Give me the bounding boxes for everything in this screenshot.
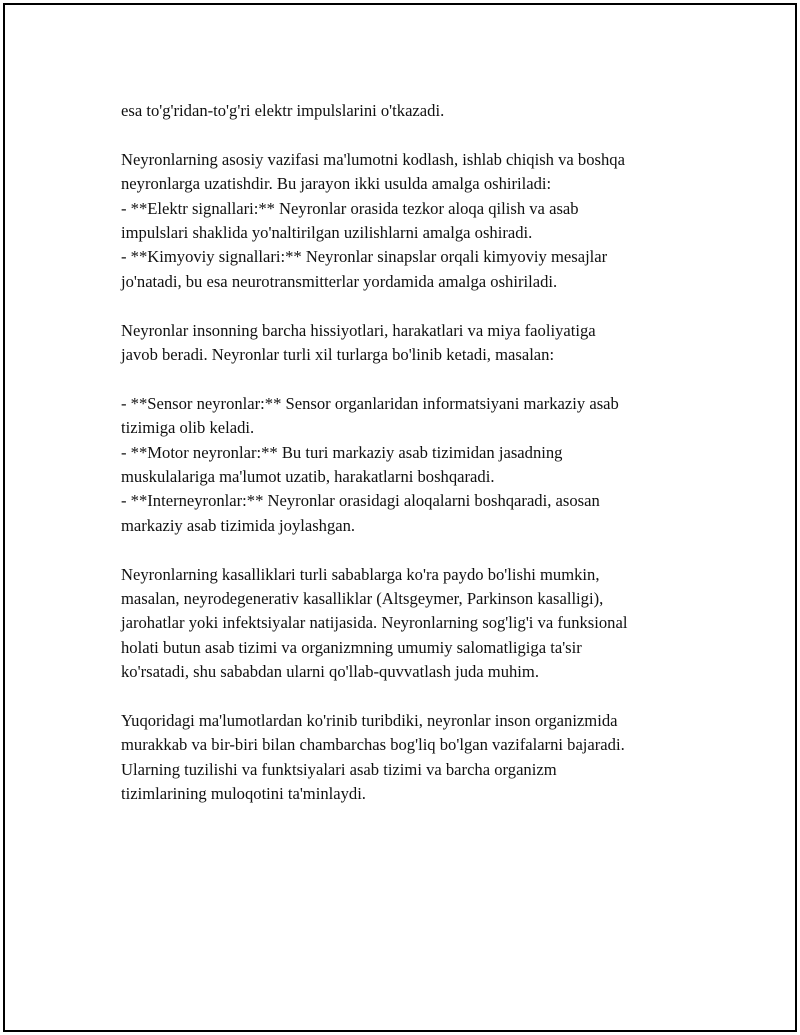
text-line: - **Motor neyronlar:** Bu turi markaziy asab tizimidan jasadning: [121, 442, 563, 462]
text-line: jo'natadi, bu esa neurotransmitterlar yordamida amalga oshiriladi.: [121, 271, 558, 291]
text-line: tizimiga olib keladi.: [121, 418, 255, 438]
text-line: javob beradi. Neyronlar turli xil turlarga bo'linib ketadi, masalan:: [121, 345, 555, 365]
paragraph-neuron-responsibilities: [121, 319, 701, 368]
text-line: holati butun asab tizimi va organizmning umumiy salomatligiga ta'sir: [121, 637, 582, 657]
text-line: Neyronlarning asosiy vazifasi ma'lumotni kodlash, ishlab chiqish va boshqa: [121, 149, 625, 169]
text-line: Ularning tuzilishi va funktsiyalari asab tizimi va barcha organizm: [121, 759, 557, 779]
paragraph-conclusion: [121, 709, 701, 807]
paragraph-intro-continuation: [121, 99, 701, 123]
text-line: markaziy asab tizimida joylashgan.: [121, 515, 356, 535]
text-line: - **Kimyoviy signallari:** Neyronlar sinapslar orqali kimyoviy mesajlar: [121, 247, 608, 267]
text-line: jarohatlar yoki infektsiyalar natijasida. Neyronlarning sog'lig'i va funksional: [121, 613, 628, 633]
text-line: Yuqoridagi ma'lumotlardan ko'rinib turibdiki, neyronlar inson organizmida: [121, 711, 618, 731]
text-line: murakkab va bir-biri bilan chambarchas bog'liq bo'lgan vazifalarni bajaradi.: [121, 735, 625, 755]
paragraph-neuron-types: [121, 392, 701, 538]
text-line: Neyronlar insonning barcha hissiyotlari, harakatlari va miya faoliyatiga: [121, 320, 596, 340]
page-frame: [3, 3, 797, 1032]
text-line: tizimlarining muloqotini ta'minlaydi.: [121, 784, 366, 804]
text-line: neyronlarga uzatishdir. Bu jarayon ikki usulda amalga oshiriladi:: [121, 174, 552, 194]
text-line: - **Interneyronlar:** Neyronlar orasidagi aloqalarni boshqaradi, asosan: [121, 491, 600, 511]
document-body: [121, 99, 701, 807]
text-line: - **Elektr signallari:** Neyronlar orasida tezkor aloqa qilish va asab: [121, 198, 579, 218]
paragraph-neuron-functions: [121, 148, 701, 294]
text-line: masalan, neyrodegenerativ kasalliklar (Altsgeymer, Parkinson kasalligi),: [121, 589, 604, 609]
text-line: esa to'g'ridan-to'g'ri elektr impulslarini o'tkazadi.: [121, 101, 445, 120]
text-line: - **Sensor neyronlar:** Sensor organlaridan informatsiyani markaziy asab: [121, 393, 619, 413]
text-line: ko'rsatadi, shu sababdan ularni qo'llab-quvvatlash juda muhim.: [121, 662, 539, 682]
paragraph-neuron-diseases: [121, 563, 701, 685]
text-line: Neyronlarning kasalliklari turli sabablarga ko'ra paydo bo'lishi mumkin,: [121, 564, 600, 584]
text-line: impulslari shaklida yo'naltirilgan uzilishlarni amalga oshiradi.: [121, 223, 533, 243]
text-line: muskulalariga ma'lumot uzatib, harakatlarni boshqaradi.: [121, 467, 495, 487]
